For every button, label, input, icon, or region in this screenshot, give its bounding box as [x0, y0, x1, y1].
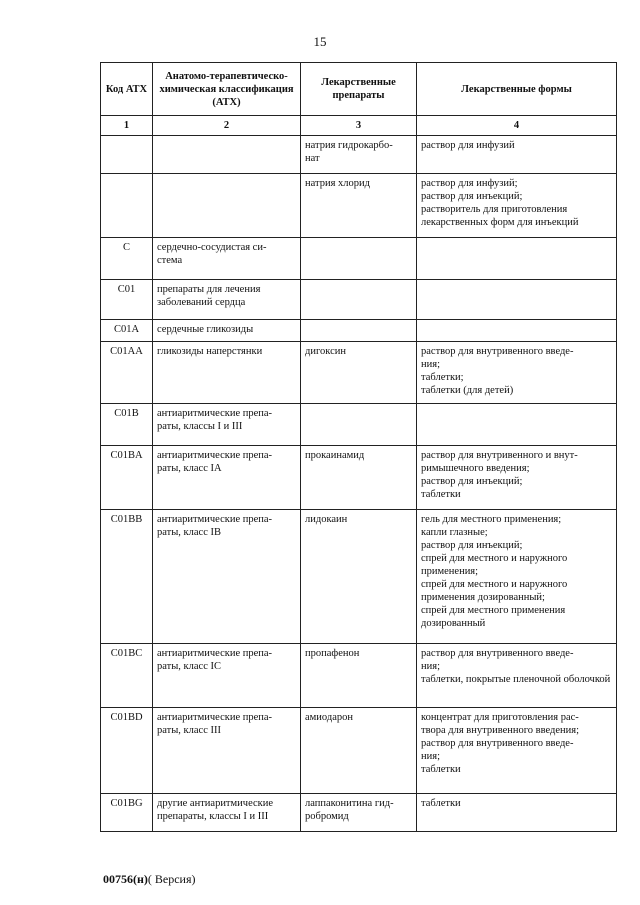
classification-cell: препараты для лечения заболеваний сердца — [153, 280, 301, 320]
atx-code-cell: C01BD — [101, 708, 153, 794]
classification-cell — [153, 174, 301, 238]
table-row — [101, 238, 617, 280]
classification-cell: антиаритмические препа- раты, класс IB — [153, 510, 301, 644]
table-row — [101, 320, 617, 342]
drug-cell — [301, 280, 417, 320]
table-row — [101, 446, 617, 510]
classification-cell: гликозиды наперстянки — [153, 342, 301, 404]
classification-cell: антиаритмические препа- раты, классы I и III — [153, 404, 301, 446]
dosage-forms-cell — [417, 238, 617, 280]
atx-code-cell: C01BG — [101, 794, 153, 832]
atx-code-cell: C — [101, 238, 153, 280]
table-header-row — [101, 63, 617, 116]
column-number: 3 — [301, 116, 417, 136]
table-row — [101, 136, 617, 174]
drug-cell: дигоксин — [301, 342, 417, 404]
column-number-row — [101, 116, 617, 136]
drug-cell: амиодарон — [301, 708, 417, 794]
drug-cell: пропафенон — [301, 644, 417, 708]
document-code: 00756(н) — [103, 872, 148, 886]
classification-cell: антиаритмические препа- раты, класс IA — [153, 446, 301, 510]
table-row — [101, 644, 617, 708]
atx-code-cell — [101, 136, 153, 174]
dosage-forms-cell — [417, 280, 617, 320]
header-classification: Анатомо-терапевтическо-химическая классификация (АТХ) — [153, 63, 301, 116]
header-code: Код АТХ — [101, 63, 153, 116]
table-row — [101, 342, 617, 404]
atx-code-cell: C01BB — [101, 510, 153, 644]
footer — [103, 872, 196, 887]
atx-code-cell: C01BA — [101, 446, 153, 510]
page-number: 15 — [313, 34, 327, 49]
classification-cell: сердечные гликозиды — [153, 320, 301, 342]
atx-code-cell — [101, 174, 153, 238]
drug-cell — [301, 404, 417, 446]
drug-cell: натрия гидрокарбо- нат — [301, 136, 417, 174]
dosage-forms-cell: раствор для инфузий; раствор для инъекций; растворитель для приготовления лекарственных форм для инъекций — [417, 174, 617, 238]
atx-code-cell: C01B — [101, 404, 153, 446]
table-row — [101, 280, 617, 320]
classification-cell: антиаритмические препа- раты, класс IC — [153, 644, 301, 708]
classification-cell: другие антиаритмические препараты, классы I и III — [153, 794, 301, 832]
classification-cell — [153, 136, 301, 174]
dosage-forms-cell — [417, 320, 617, 342]
dosage-forms-cell — [417, 404, 617, 446]
classification-cell: сердечно-сосудистая си- стема — [153, 238, 301, 280]
drug-cell: лидокаин — [301, 510, 417, 644]
table-row — [101, 510, 617, 644]
classification-cell: антиаритмические препа- раты, класс III — [153, 708, 301, 794]
column-number: 4 — [417, 116, 617, 136]
drug-cell: прокаинамид — [301, 446, 417, 510]
column-number: 2 — [153, 116, 301, 136]
document-version: ( Версия) — [147, 872, 196, 886]
dosage-forms-cell: таблетки — [417, 794, 617, 832]
drug-cell: натрия хлорид — [301, 174, 417, 238]
dosage-forms-cell: раствор для внутривенного и внут- римышечного введения; раствор для инъекций; таблетки — [417, 446, 617, 510]
dosage-forms-cell: раствор для внутривенного введе- ния; таблетки; таблетки (для детей) — [417, 342, 617, 404]
header-forms: Лекарственные формы — [417, 63, 617, 116]
dosage-forms-cell: гель для местного применения; капли глазные; раствор для инъекций; спрей для местного и наружного применения; спрей для местного и наружного применения дозированный; спрей для местного применения дозированный — [417, 510, 617, 644]
table-body — [101, 136, 617, 832]
dosage-forms-cell: концентрат для приготовления рас- твора для внутривенного введения; раствор для внутривенного введе- ния; таблетки — [417, 708, 617, 794]
header-drugs: Лекарственные препараты — [301, 63, 417, 116]
table-row — [101, 174, 617, 238]
table-row — [101, 794, 617, 832]
atx-table — [100, 62, 617, 832]
table-row — [101, 708, 617, 794]
dosage-forms-cell: раствор для внутривенного введе- ния; таблетки, покрытые пленочной оболочкой — [417, 644, 617, 708]
atx-code-cell: C01BC — [101, 644, 153, 708]
column-number: 1 — [101, 116, 153, 136]
atx-code-cell: C01 — [101, 280, 153, 320]
drug-cell — [301, 320, 417, 342]
drug-cell — [301, 238, 417, 280]
atx-code-cell: C01AA — [101, 342, 153, 404]
atx-code-cell: C01A — [101, 320, 153, 342]
table-row — [101, 404, 617, 446]
dosage-forms-cell: раствор для инфузий — [417, 136, 617, 174]
drug-cell: лаппаконитина гид- робромид — [301, 794, 417, 832]
